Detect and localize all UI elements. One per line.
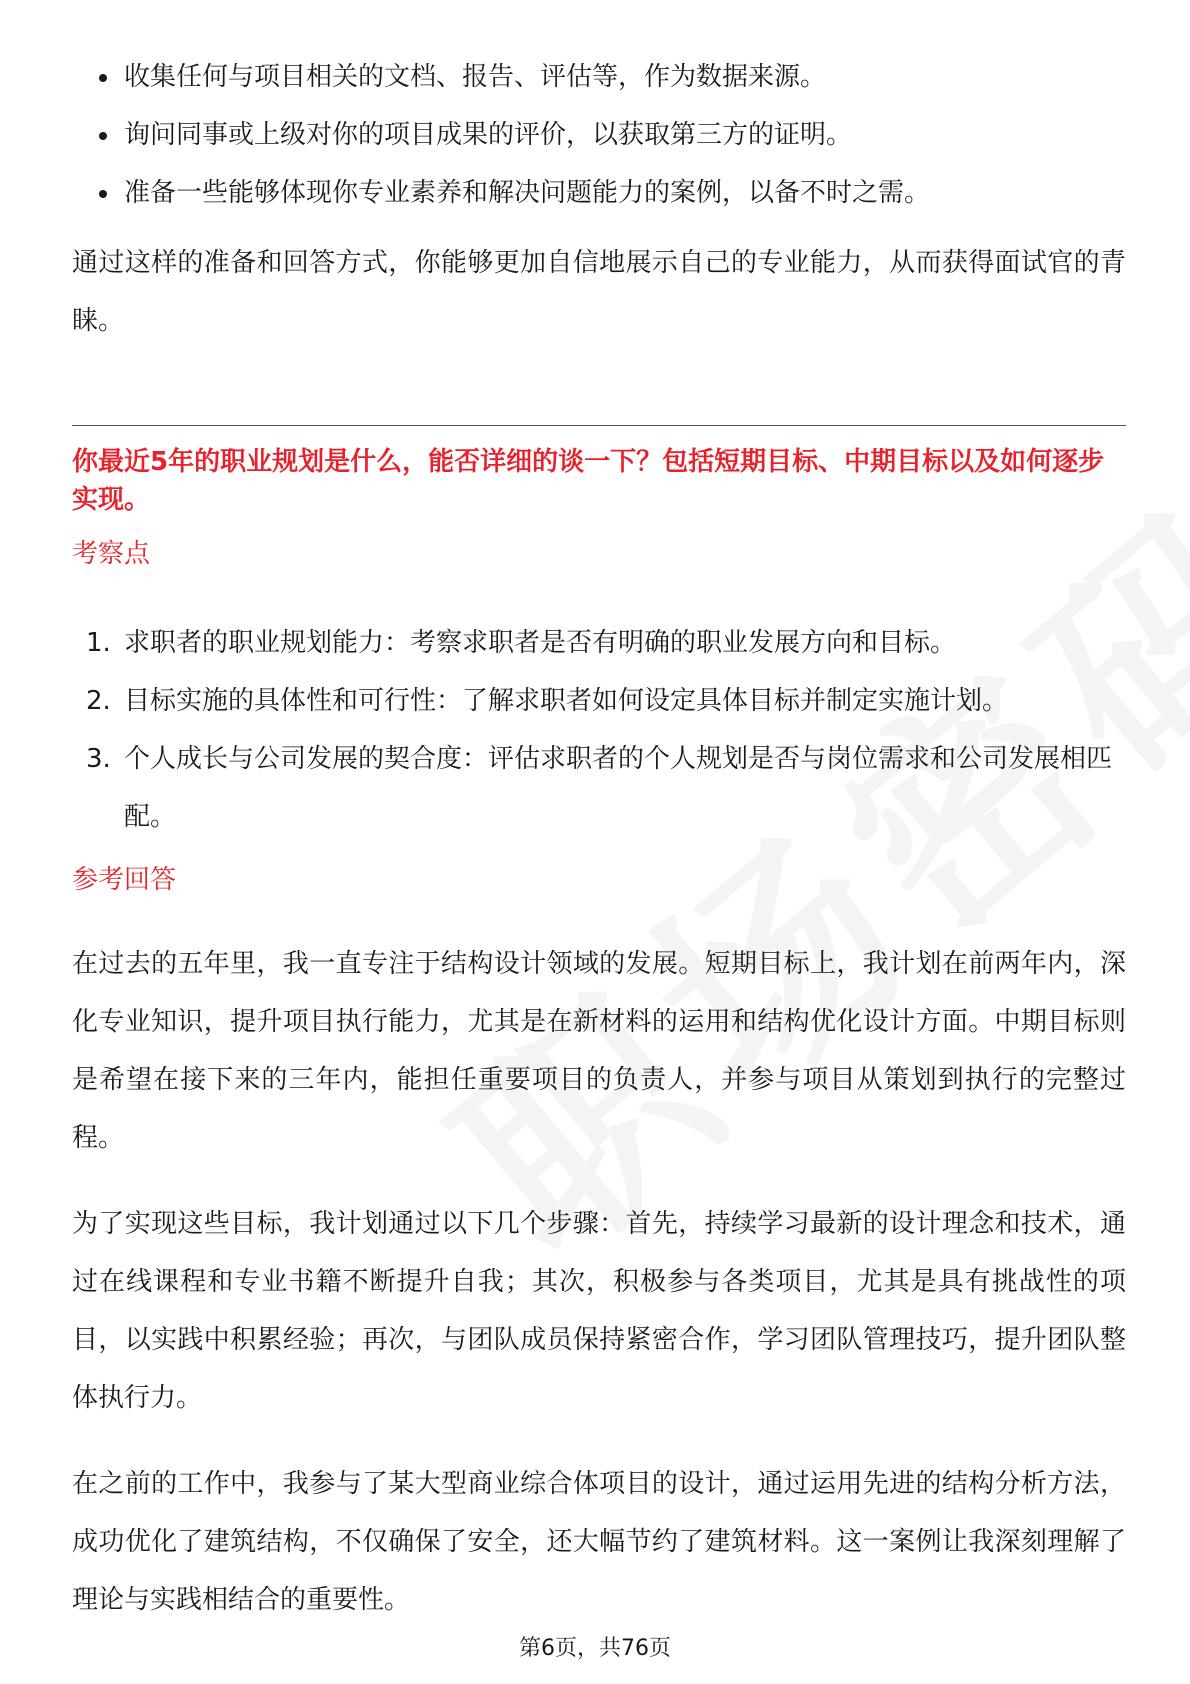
list-item-text: 个人成长与公司发展的契合度：评估求职者的个人规划是否与岗位需求和公司发展相匹配。: [124, 744, 1113, 832]
focus-points-list: [72, 614, 1126, 846]
focus-section-title: 考察点: [72, 539, 151, 569]
list-item-text: 准备一些能够体现你专业素养和解决问题能力的案例，以备不时之需。: [124, 178, 931, 208]
conclusion-paragraph: 通过这样的准备和回答方式，你能够更加自信地展示自己的专业能力，从而获得面试官的青睐。: [72, 248, 1126, 336]
page-footer: 第6页，共76页: [519, 1636, 671, 1661]
answer-paragraph: 为了实现这些目标，我计划通过以下几个步骤：首先，持续学习最新的设计理念和技术，通过在线课程和专业书籍不断提升自我；其次，积极参与各类项目，尤其是具有挑战性的项目，以实践中积累经验；再次，与团队成员保持紧密合作，学习团队管理技巧，提升团队整体执行力。: [72, 1209, 1126, 1413]
list-item: [72, 730, 1126, 846]
answer-paragraph: 在过去的五年里，我一直专注于结构设计领域的发展。短期目标上，我计划在前两年内，深化专业知识，提升项目执行能力，尤其是在新材料的运用和结构优化设计方面。中期目标则是希望在接下来的三年内，能担任重要项目的负责人，并参与项目从策划到执行的完整过程。: [72, 949, 1126, 1153]
interview-question: 你最近5年的职业规划是什么，能否详细的谈一下？包括短期目标、中期目标以及如何逐步实现。: [72, 447, 1105, 515]
bullet-icon: [99, 132, 107, 140]
answer-section-title: 参考回答: [72, 865, 177, 895]
answer-paragraph: 在之前的工作中，我参与了某大型商业综合体项目的设计，通过运用先进的结构分析方法，成功优化了建筑结构，不仅确保了安全，还大幅节约了建筑材料。这一案例让我深刻理解了理论与实践相结合的重要性。: [72, 1469, 1126, 1615]
list-item-text: 收集任何与项目相关的文档、报告、评估等，作为数据来源。: [124, 62, 827, 92]
bullet-icon: [99, 190, 107, 198]
list-item: [72, 672, 1126, 730]
bullet-icon: [99, 74, 107, 82]
list-number: 2.: [86, 686, 111, 716]
list-item: [72, 116, 930, 154]
list-item: [72, 58, 930, 96]
list-item-text: 询问同事或上级对你的项目成果的评价，以获取第三方的证明。: [124, 120, 853, 150]
list-item: [72, 174, 930, 212]
watermark: [381, 417, 1190, 1313]
list-item: [72, 614, 1126, 672]
list-number: 3.: [86, 744, 111, 774]
list-item-text: 目标实施的具体性和可行性：了解求职者如何设定具体目标并制定实施计划。: [124, 686, 1009, 716]
section-divider: [72, 425, 1126, 426]
list-item-text: 求职者的职业规划能力：考察求职者是否有明确的职业发展方向和目标。: [124, 628, 957, 658]
evidence-bullet-list: [72, 58, 930, 232]
list-number: 1.: [86, 628, 111, 658]
